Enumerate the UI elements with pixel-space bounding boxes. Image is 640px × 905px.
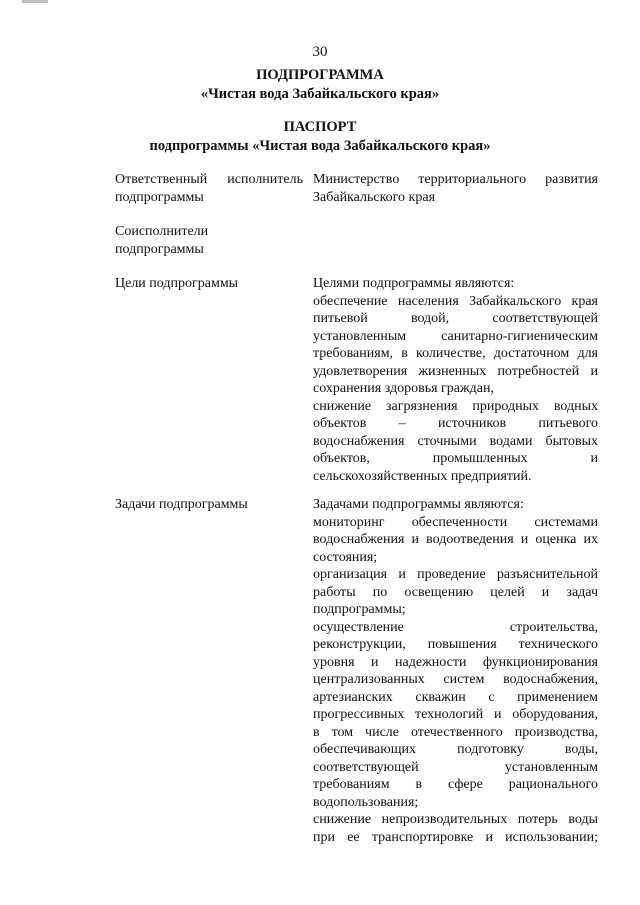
executor-label-line: Ответственный исполнитель (115, 172, 303, 187)
subprogram-name: «Чистая вода Забайкальского края» (200, 86, 440, 102)
tasks-line: подпрограммы; (313, 602, 406, 617)
tasks-line: осуществление строительства, (313, 619, 598, 635)
goals-line: водоснабжения сточными водами бытовых (313, 433, 598, 449)
tasks-line: водопользования; (313, 794, 419, 810)
scan-corner-mark (22, 0, 48, 3)
executor-value-line: Забайкальского края (313, 189, 436, 205)
tasks-line: Задачами подпрограммы являются: (313, 497, 524, 512)
tasks-line: в том числе отечественного производства, (313, 724, 598, 740)
tasks-value (313, 496, 598, 846)
page-number: 30 (312, 44, 328, 60)
goals-line: обеспечение населения Забайкальского края (313, 293, 598, 309)
tasks-line: уровня и надежности функционирования (313, 654, 598, 670)
tasks-line: снижение непроизводительных потерь воды (313, 812, 598, 827)
passport-subtitle: подпрограммы «Чистая вода Забайкальского края» (149, 138, 491, 154)
tasks-line: прогрессивных технологий и оборудования, (313, 707, 598, 722)
goals-line: удовлетворения жизненных потребностей и (313, 363, 598, 379)
executor-value-line: Министерство территориального развития (313, 172, 598, 187)
tasks-line: при ее транспортировке и использовании; (313, 829, 598, 845)
goals-line: снижение загрязнения природных водных (313, 398, 598, 414)
goals-line: объектов – источников питьевого (313, 416, 598, 431)
subprogram-title: ПОДПРОГРАММА (256, 67, 384, 83)
tasks-line: соответствующей установленным (313, 759, 598, 775)
executor-value (313, 171, 598, 206)
goals-line: Целями подпрограммы являются: (313, 276, 515, 291)
executor-label (115, 171, 303, 206)
tasks-line: обеспечивающих подготовку воды, (313, 742, 598, 757)
coexecutors-label (115, 223, 303, 258)
tasks-line: артезианских скважин с применением (313, 689, 598, 705)
goals-line: сельскохозяйственных предприятий. (313, 468, 532, 484)
goals-line: сохранения здоровья граждан, (313, 381, 495, 396)
tasks-line: состояния; (313, 549, 378, 565)
goals-label (115, 275, 303, 293)
goals-line: питьевой водой, соответствующей (313, 311, 598, 326)
tasks-line: реконструкции, повышения технического (313, 637, 598, 652)
coexecutors-label-line: Соисполнители (115, 224, 209, 239)
goals-line: требованиям, в количестве, достаточном для (313, 346, 598, 361)
tasks-line: требованиям в сфере рационального (313, 777, 598, 792)
goals-value (313, 275, 598, 485)
tasks-line: работы по освещению целей и задач (313, 584, 598, 600)
coexecutors-label-line: подпрограммы (115, 241, 204, 257)
executor-label-line: подпрограммы (115, 189, 204, 205)
tasks-line: мониторинг обеспеченности системами (313, 514, 598, 530)
tasks-line: организация и проведение разъяснительной (313, 567, 598, 582)
passport-title: ПАСПОРТ (283, 119, 357, 135)
goals-label-text: Цели подпрограммы (115, 276, 239, 291)
goals-line: объектов, промышленных и (313, 451, 598, 466)
tasks-line: водоснабжения и водоотведения и оценка их (313, 532, 598, 547)
goals-line: установленным санитарно-гигиеническим (313, 328, 598, 344)
tasks-label-text: Задачи подпрограммы (115, 497, 248, 512)
tasks-line: централизованных систем водоснабжения, (313, 672, 598, 687)
tasks-label (115, 496, 303, 514)
